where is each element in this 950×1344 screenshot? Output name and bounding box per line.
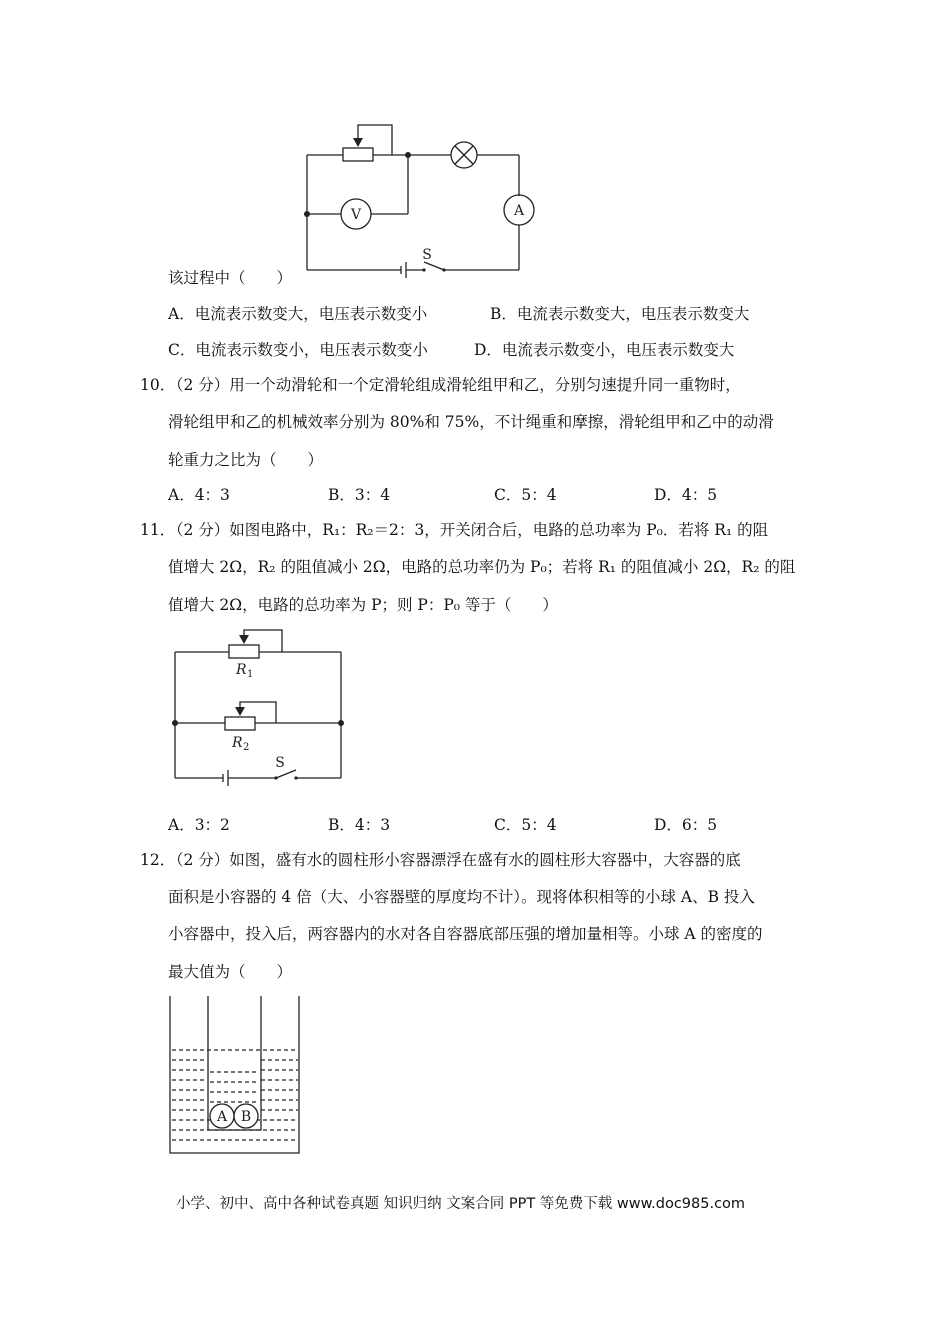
q9-rheostat bbox=[343, 148, 373, 161]
q11-option-b: B．4：3 bbox=[328, 816, 391, 834]
q11-battery-icon bbox=[223, 770, 228, 786]
q9-option-c: C．电流表示数变小，电压表示数变小 bbox=[168, 341, 428, 359]
q11-stem-line-3: 值增大 2Ω，电路的总功率为 P；则 P：P₀ 等于（ ） bbox=[168, 596, 558, 614]
q9-switch-label: S bbox=[422, 247, 432, 263]
q9-option-b: B．电流表示数变大，电压表示数变大 bbox=[490, 305, 750, 323]
q11-resistor-r2 bbox=[225, 717, 255, 730]
q12-stem-line-3: 小容器中，投入后，两容器内的水对各自容器底部压强的增加量相等。小球 A 的密度的 bbox=[168, 925, 763, 943]
q11-switch-label: S bbox=[275, 755, 285, 771]
q11-r2-subscript: 2 bbox=[243, 742, 250, 753]
q12-container-figure bbox=[0, 990, 950, 1170]
q12-ball-a-label: A bbox=[216, 1109, 228, 1125]
q10-stem-line-3: 轮重力之比为（ ） bbox=[168, 451, 324, 469]
q12-stem-line-1: （2 分）如图，盛有水的圆柱形小容器漂浮在盛有水的圆柱形大容器中，大容器的底 bbox=[168, 851, 741, 869]
q9-option-a: A．电流表示数变大，电压表示数变小 bbox=[168, 305, 428, 323]
q11-r1-label: R bbox=[236, 662, 247, 678]
q11-stem-line-1: （2 分）如图电路中，R₁：R₂＝2：3，开关闭合后，电路的总功率为 P₀．若将 R₁ 的阻 bbox=[168, 521, 769, 539]
q11-circuit-diagram bbox=[0, 610, 950, 810]
q10-option-c: C．5：4 bbox=[494, 486, 557, 504]
q10-option-b: B．3：4 bbox=[328, 486, 391, 504]
q10-number: 10． bbox=[140, 376, 176, 394]
q11-option-c: C．5：4 bbox=[494, 816, 557, 834]
q12-ball-a bbox=[210, 1104, 234, 1128]
q9-ammeter bbox=[504, 195, 534, 225]
q11-resistor-r1 bbox=[229, 645, 259, 658]
q12-number: 12． bbox=[140, 851, 176, 869]
q10-option-d: D．4：5 bbox=[654, 486, 718, 504]
q11-number: 11． bbox=[140, 521, 176, 539]
q11-stem-line-2: 值增大 2Ω，R₂ 的阻值减小 2Ω，电路的总功率仍为 P₀；若将 R₁ 的阻值减小 2Ω，R₂ 的阻 bbox=[168, 558, 796, 576]
q11-r1-subscript: 1 bbox=[247, 669, 254, 680]
q9-ammeter-label: A bbox=[513, 203, 525, 219]
q12-outer-water bbox=[172, 1050, 298, 1140]
q12-ball-b bbox=[234, 1104, 258, 1128]
q12-inner-water bbox=[210, 1072, 258, 1102]
q12-stem-line-4: 最大值为（ ） bbox=[168, 963, 293, 981]
q9-voltmeter bbox=[341, 199, 371, 229]
q10-stem-line-2: 滑轮组甲和乙的机械效率分别为 80%和 75%，不计绳重和摩擦，滑轮组甲和乙中的动滑 bbox=[168, 413, 774, 431]
q12-stem-line-2: 面积是小容器的 4 倍（大、小容器壁的厚度均不计）。现将体积相等的小球 A、B 投入 bbox=[168, 888, 755, 906]
q12-ball-b-label: B bbox=[240, 1109, 252, 1125]
q11-option-a: A．3：2 bbox=[168, 816, 230, 834]
q11-r2-label: R bbox=[232, 735, 243, 751]
q9-battery-icon bbox=[401, 262, 406, 278]
q9-option-d: D．电流表示数变小，电压表示数变大 bbox=[474, 341, 735, 359]
q9-stem-tail: 该过程中（ ） bbox=[168, 269, 293, 287]
q9-lamp-icon bbox=[451, 142, 477, 168]
q9-circuit-diagram bbox=[0, 0, 950, 300]
page-footer: 小学、初中、高中各种试卷真题 知识归纳 文案合同 PPT 等免费下载 www.doc985.com bbox=[176, 1196, 746, 1212]
q10-stem-line-1: （2 分）用一个动滑轮和一个定滑轮组成滑轮组甲和乙，分别匀速提升同一重物时， bbox=[168, 376, 741, 394]
q9-voltmeter-label: V bbox=[350, 207, 362, 223]
q11-option-d: D．6：5 bbox=[654, 816, 718, 834]
q10-option-a: A．4：3 bbox=[168, 486, 230, 504]
